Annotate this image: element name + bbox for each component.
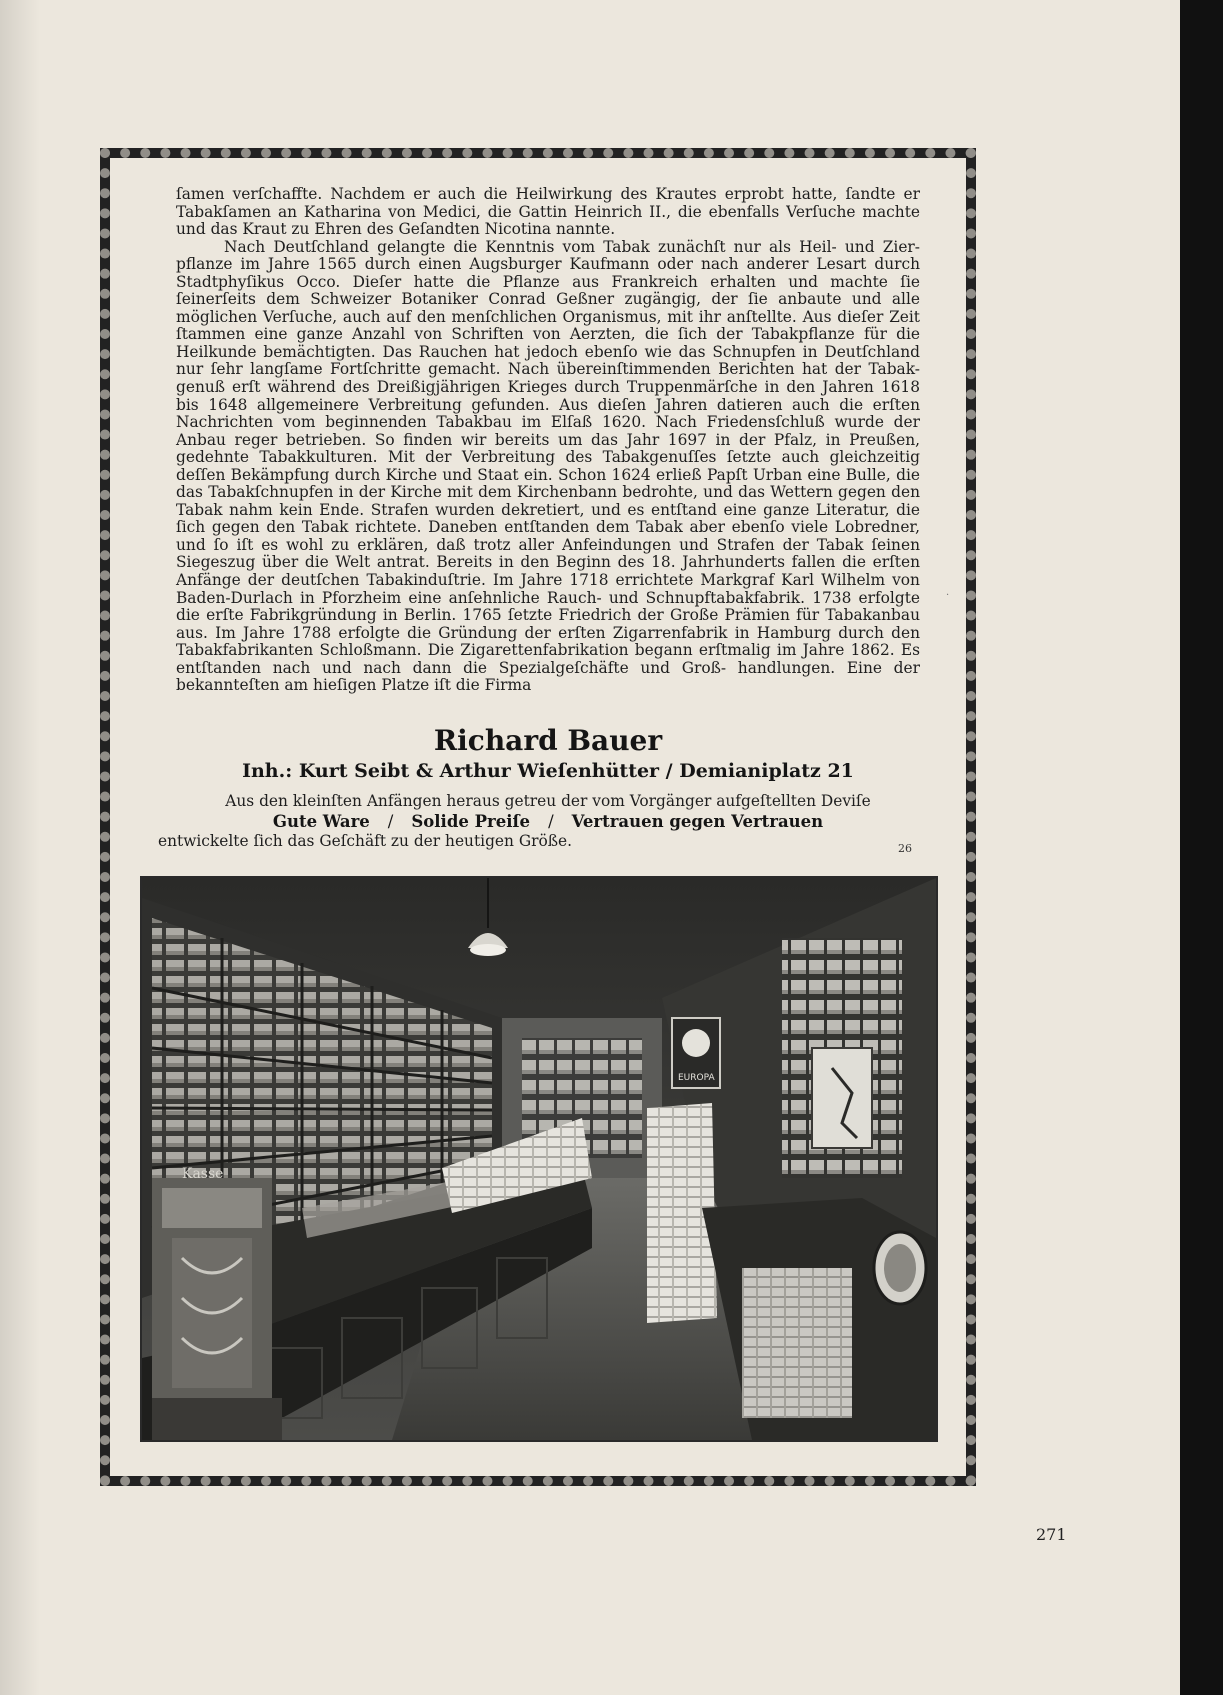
paragraph — [176, 186, 920, 239]
paragraph — [176, 239, 920, 695]
text-line: Hamburg durch den Tabakfabrikanten Schloßmann. Die Zigarettenfabrikation begann — [176, 623, 920, 660]
text-line: möglichen Verſuche, auch auf den menſchlichen Organismus, mit ihr anſtellte. Aus dieſer — [176, 307, 884, 326]
text-line: die ſich gegen den Tabak richtete. Daneben entſtanden dem Tabak aber ebenſo viele Lobredner, — [176, 500, 920, 537]
text-line: den Tabak nahm kein Ende. Strafen wurden dekretiert, und es entſtand eine ganze Literatur, — [176, 483, 920, 519]
shop-interior-photo — [140, 876, 938, 1442]
text-line: deſſen Bekämpfung durch Kirche und Staat ein. Schon 1624 erließ Papſt Urban eine Bulle, — [176, 465, 891, 484]
shop-interior-illustration — [142, 878, 936, 1440]
text-line: erſtmalig im Jahre 1862. Es entſtanden nach und nach dann die Spezialgeſchäfte und Groß- — [176, 641, 920, 677]
text-line: Stadtphyſikus Occo. Dieſer hatte die Pflanze aus Frankreich erhalten und machte ſie — [176, 272, 920, 291]
text-line: ſeinerſeits dem Schweizer Botaniker Conrad Geßner zugängig, der ſie anbaute und alle — [176, 290, 920, 309]
text-line: 1738 erfolgte die erſte Fabrikgründung in Berlin. 1765 ſetzte Friedrich der Große Prämien — [176, 588, 920, 625]
text-line: genuß erſt während des Dreißigjährigen Krieges durch Truppenmärſche in den Jahren 1618 — [176, 378, 920, 397]
small-reference-number: 26 — [898, 842, 912, 855]
text-line: erſten Anfänge der deutſchen Tabakinduſtrie. Im Jahre 1718 errichtete Markgraf Karl — [176, 553, 920, 590]
motto-part: Vertrauen gegen Vertrauen — [571, 812, 824, 831]
firm-owners-address: Inh.: Kurt Seibt & Arthur Wieſenhütter / Demianiplatz 21 — [242, 760, 854, 782]
page-edge — [1180, 0, 1223, 1695]
text-line: Anbau reger betrieben. So finden wir bereits um das Jahr 1697 in der Pfalz, in Preußen, — [176, 430, 920, 449]
text-line: Tabakſamen an Katharina von Medici, die Gattin Heinrich II., die ebenfalls Verſuche machte — [176, 202, 920, 221]
firm-name: Richard Bauer — [433, 724, 663, 757]
text-line: nur ſehr langſame Fortſchritte gemacht. Nach übereinſtimmenden Berichten hat der Tabak- — [176, 360, 920, 379]
margin-mark: · — [946, 590, 950, 601]
text-line: Nach Deutſchland gelangte die Kenntnis vom Tabak zunächſt nur als Heil- und Zier- — [224, 237, 920, 256]
closing-line: entwickelte ſich das Geſchäft zu der heutigen Größe. — [158, 832, 573, 850]
europa-sign — [672, 1018, 720, 1088]
cash-register — [152, 1166, 282, 1440]
text-line: ſamen verſchaffte. Nachdem er auch die Heilwirkung des Krautes erprobt hatte, ſandte er — [176, 185, 920, 203]
motto-separator: / — [387, 812, 394, 831]
firm-motto — [176, 812, 920, 831]
text-line: Zeit ſtammen eine ganze Anzahl von Schriften von Aerzten, die ſich der Tabakpflanze für die — [176, 307, 920, 344]
text-line: Heilkunde bemächtigten. Das Rauchen hat jedoch ebenſo wie das Schnupfen in Deutſchland — [176, 342, 920, 361]
motto-part: Solide Preiſe — [411, 812, 531, 831]
page-number: 271 — [1036, 1525, 1067, 1544]
text-line: pflanze im Jahre 1565 durch einen Augsburger Kaufmann oder nach anderer Lesart durch — [176, 255, 920, 274]
text-line: Wilhelm von Baden-Durlach in Pforzheim eine anſehnliche Rauch- und Schnupftabakfabrik. — [176, 571, 920, 607]
text-line: bis 1648 allgemeinere Verbreitung gefunden. Aus dieſen Jahren datieren auch die erſten — [176, 395, 920, 414]
text-line: Nachrichten vom beginnenden Tabakbau im Elſaß 1620. Nach Friedensſchluß wurde der — [176, 413, 920, 432]
round-sign — [874, 1232, 926, 1304]
text-line: und das Kraut zu Ehren des Geſandten Nicotina nannte. — [176, 220, 616, 239]
text-line: für Tabakanbau aus. Im Jahre 1788 erfolgte die Gründung der erſten Zigarrenfabrik in — [176, 606, 920, 642]
text-line: handlungen. Eine der bekannteſten am hieſigen Platze iſt die Firma — [176, 658, 920, 695]
register-label: Kasse — [182, 1166, 224, 1182]
text-line: die das Tabakſchnupfen in der Kirche mit dem Kirchenbann bedrohte, und das Wettern gegen — [176, 465, 920, 502]
body-text — [176, 186, 920, 695]
europa-sign-label: EUROPA — [678, 1073, 715, 1083]
text-line: und ſo iſt es wohl zu erklären, daß trotz aller Anfeindungen und Strafen der Tabak ſeinen — [176, 535, 920, 554]
poster — [812, 1048, 872, 1148]
motto-part: Gute Ware — [272, 812, 370, 831]
right-counter-boxes — [742, 1268, 852, 1418]
device-intro: Aus den kleinſten Anfängen heraus getreu der vom Vorgänger aufgeſtellten Deviſe — [225, 792, 871, 810]
text-line: gedehnte Tabakkulturen. Mit der Verbreitung des Tabakgenuſſes ſetzte auch gleichzeitig — [176, 448, 920, 467]
text-line: Siegeszug über die Welt antrat. Bereits in den Beginn des 18. Jahrhunderts fallen die — [176, 553, 866, 572]
motto-separator: / — [548, 812, 554, 831]
